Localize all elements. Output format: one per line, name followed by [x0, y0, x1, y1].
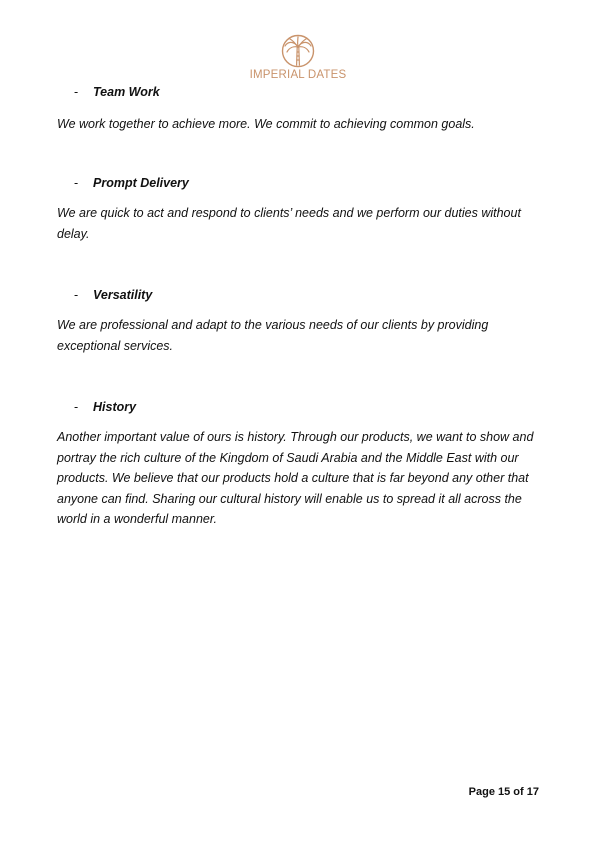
- palm-tree-icon: [281, 34, 315, 68]
- heading-text: Prompt Delivery: [93, 176, 189, 190]
- section-paragraph: Another important value of ours is history. Through our products, we want to show and portray the rich culture of the Kingdom of Saudi Arabia and the Middle East with our products. We believe that our products hold a culture that is far beyond any other that anyone can find. Sharing our cultural history will enable us to spread it all across the world in a wonderful manner.: [57, 430, 534, 526]
- heading-text: History: [93, 400, 137, 414]
- bullet-dash: -: [74, 400, 79, 414]
- section-heading: [57, 175, 547, 191]
- section-paragraph: We are quick to act and respond to clients’ needs and we perform our duties without delay.: [57, 206, 521, 241]
- page-number: Page 15 of 17: [468, 786, 539, 798]
- section-history: [57, 399, 547, 530]
- bullet-dash: -: [74, 176, 79, 190]
- section-heading: [57, 399, 547, 415]
- heading-text: Team Work: [93, 85, 160, 99]
- bullet-dash: -: [74, 288, 79, 302]
- section-prompt-delivery: [57, 175, 547, 244]
- heading-text: Versatility: [93, 288, 153, 302]
- page-header: [0, 34, 596, 81]
- section-heading: [57, 287, 547, 303]
- section-paragraph: We work together to achieve more. We commit to achieving common goals.: [57, 117, 475, 131]
- bullet-dash: -: [74, 85, 79, 99]
- brand-name: IMPERIAL DATES: [249, 69, 347, 81]
- section-paragraph: We are professional and adapt to the various needs of our clients by providing exceptional services.: [57, 318, 489, 353]
- section-versatility: [57, 287, 547, 356]
- section-heading: [57, 84, 547, 100]
- section-team-work: [57, 84, 547, 135]
